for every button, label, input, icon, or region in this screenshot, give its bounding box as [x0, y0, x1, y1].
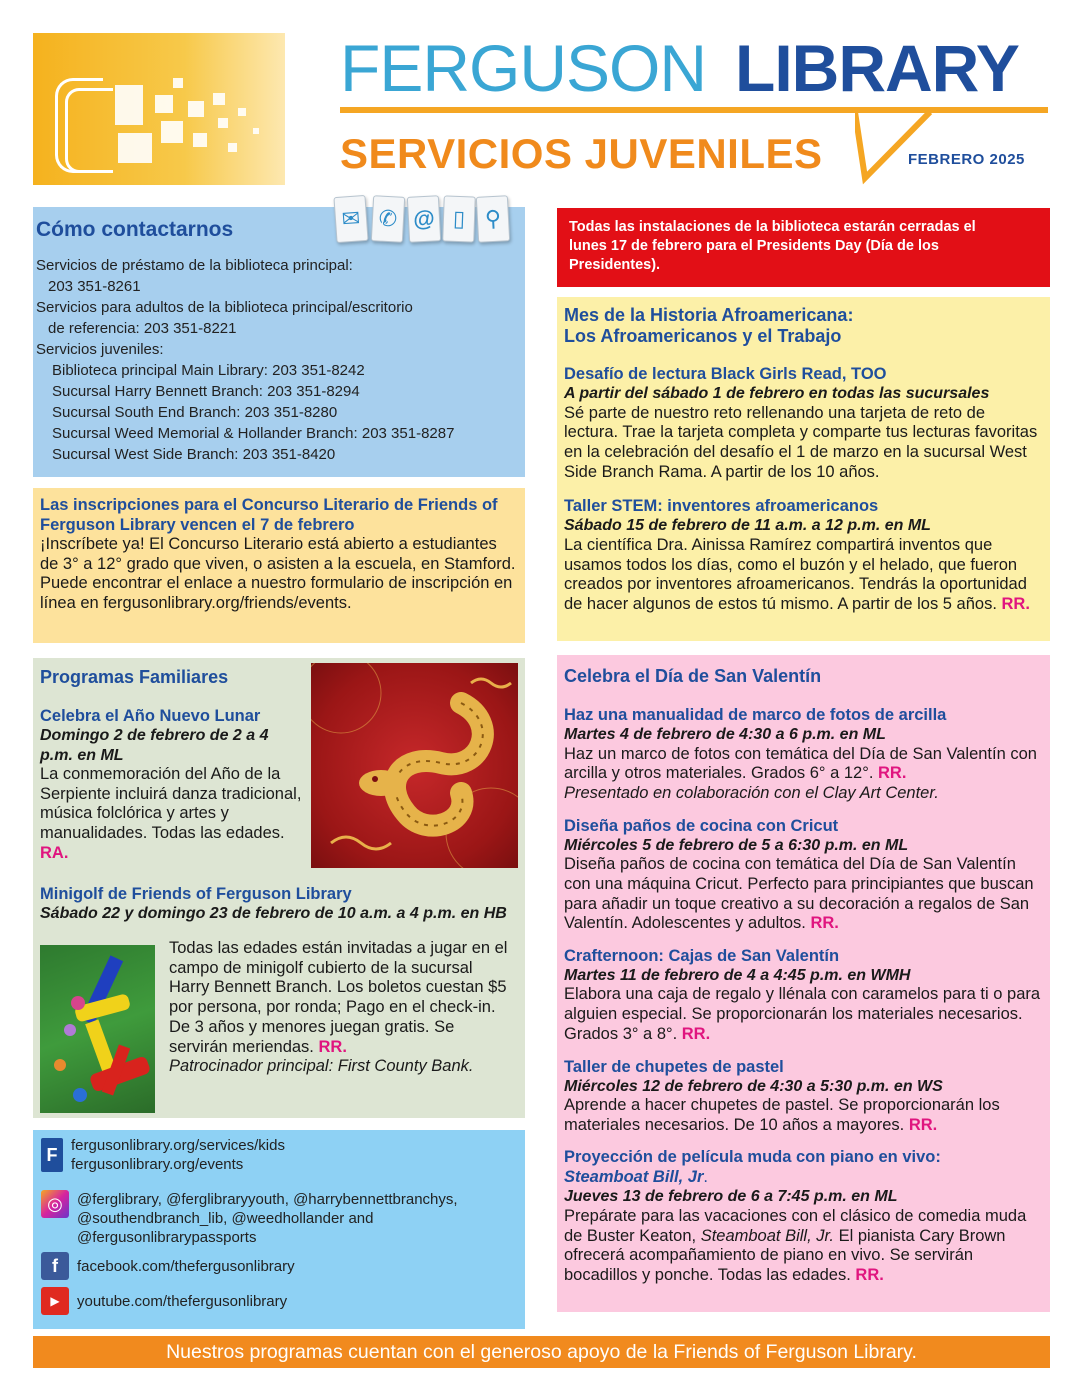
instagram-handle-line[interactable]: @ferglibrary, @ferglibraryyouth, @harrybennettbranchys, — [77, 1191, 458, 1208]
event-body-wrap — [169, 939, 509, 1057]
contact-heading: Cómo contactarnos — [36, 218, 234, 241]
library-title-library: LIBRARY — [735, 31, 1019, 105]
event-when: Sábado 22 y domingo 23 de febrero de 10 a.m. a 4 p.m. en HB — [40, 904, 507, 922]
youtube-row — [41, 1287, 287, 1315]
valentines-box — [557, 655, 1050, 1312]
instagram-icon: ◎ — [41, 1190, 69, 1218]
event-title: Diseña paños de cocina con Cricut — [564, 816, 839, 835]
web-links — [71, 1136, 285, 1174]
instagram-row — [41, 1190, 458, 1247]
minigolf-details — [169, 939, 509, 1077]
library-f-icon: F — [41, 1138, 63, 1172]
contact-line: 203 351-8261 — [48, 278, 141, 295]
instagram-handle-line[interactable]: @southendbranch_lib, @weedhollander and — [77, 1210, 374, 1227]
literary-contest-box — [33, 488, 525, 643]
event-title: Desafío de lectura Black Girls Read, TOO — [564, 365, 887, 383]
event-title: Taller de chupetes de pastel — [564, 1057, 784, 1076]
event-body: La conmemoración del Año de la Serpiente incluirá danza tradicional, música folclórica y artes y manualidades. Todas las edades. — [40, 765, 302, 843]
contact-line: Sucursal Harry Bennett Branch: 203 351-8294 — [52, 383, 360, 400]
event-body-wrap — [564, 1207, 1043, 1286]
contact-line: Sucursal South End Branch: 203 351-8280 — [52, 404, 338, 421]
newsletter-subtitle: SERVICIOS JUVENILES — [340, 130, 823, 177]
event-title: Minigolf de Friends of Ferguson Library — [40, 884, 352, 903]
location-pin-icon: ⚲ — [476, 195, 510, 243]
contact-line: Servicios juveniles: — [36, 341, 164, 358]
event-when: Martes 11 de febrero de 4 a 4:45 p.m. en WMH — [564, 966, 911, 984]
event-body: Elabora una caja de regalo y llénala con caramelos para ti o para alguien especial. Se proporcionarán los materiales necesarios. Grados 3° a 8°. — [564, 985, 1041, 1043]
bhm-heading — [564, 305, 1043, 347]
bhm-heading-line: Mes de la Historia Afroamericana: — [564, 305, 854, 325]
event-body-italic: Steamboat Bill, Jr. — [700, 1226, 834, 1245]
event-body-wrap — [564, 745, 1043, 784]
event-note: Presentado en colaboración con el Clay Art Center. — [564, 783, 939, 802]
event-title: Crafternoon: Cajas de San Valentín — [564, 946, 840, 965]
event-title: Taller STEM: inventores afroamericanos — [564, 497, 879, 516]
event-body-wrap — [564, 536, 1043, 615]
minigolf-image — [40, 945, 155, 1113]
lunar-new-year-snake-image — [311, 663, 518, 868]
event-body: Todas las edades están invitadas a jugar en el campo de minigolf cubierto de la sucursal Harry Bennett Branch. Los boletos cuestan $5 por persona, por ronda; Pago en el check-in. De 3 años y menores juegan gratis. Se servirán meriendas. — [169, 939, 508, 1056]
event-body-wrap — [40, 765, 305, 864]
facebook-icon: f — [41, 1252, 69, 1280]
registration-tag: RR. — [318, 1037, 347, 1056]
closure-text: Todas las instalaciones de la biblioteca estarán cerradas el lunes 17 de febrero para el Presidents Day (Día de los Presidentes). — [569, 219, 976, 273]
contact-line: Servicios para adultos de la biblioteca principal/escritorio — [36, 299, 413, 316]
event-body: Prepárate para las vacaciones con el clásico de comedia muda de Buster Keaton, — [564, 1206, 1027, 1245]
envelope-icon: ✉ — [333, 195, 368, 243]
event-when: Martes 4 de febrero de 4:30 a 6 p.m. en ML — [564, 726, 886, 743]
contact-line: Servicios de préstamo de la biblioteca principal: — [36, 257, 353, 274]
youtube-icon: ▶ — [41, 1287, 69, 1315]
event-title: Haz una manualidad de marco de fotos de arcilla — [564, 706, 947, 724]
social-links-box — [33, 1130, 525, 1329]
black-history-month-box — [557, 297, 1050, 641]
instagram-handles — [77, 1190, 458, 1247]
family-heading: Programas Familiares — [40, 667, 229, 687]
closure-notice — [557, 208, 1050, 287]
event-title: Proyección de película muda con piano en vivo: — [564, 1148, 941, 1167]
event-when: Jueves 13 de febrero de 6 a 7:45 p.m. en ML — [564, 1188, 898, 1206]
book-shape — [65, 88, 113, 173]
event-title-italic: Steamboat Bill, Jr — [564, 1168, 704, 1187]
facebook-row — [41, 1252, 295, 1280]
event-when: Miércoles 12 de febrero de 4:30 a 5:30 p.m. en WS — [564, 1077, 943, 1095]
event-body: Sé parte de nuestro reto rellenando una tarjeta de reto de lectura. Trae la tarjeta completa y comparte tus lecturas favoritas en la celebración del desafío el 1 de marzo en la sucursal West Side Branch Rama. A partir de los 10 años. — [564, 403, 1038, 481]
at-icon: @ — [407, 195, 441, 243]
event-body: Diseña paños de cocina con temática del Día de San Valentín con una máquina Cricut. Perfecto para principiantes que buscan para añadir un toque creativo a su decoración a regalos de San Valentín. Adolescentes y adultos. — [564, 855, 1034, 933]
event-when: Sábado 15 de febrero de 11 a.m. a 12 p.m. en ML — [564, 517, 931, 535]
newsletter-date: FEBRERO 2025 — [908, 151, 1025, 168]
event-when: A partir del sábado 1 de febrero en todas las sucursales — [564, 385, 990, 402]
mobile-icon: ▯ — [442, 195, 476, 242]
registration-tag: RR. — [855, 1266, 884, 1285]
contact-line: Biblioteca principal Main Library: 203 351-8242 — [52, 362, 365, 379]
contact-line: de referencia: 203 351-8221 — [48, 320, 237, 337]
youtube-link[interactable]: youtube.com/thefergusonlibrary — [77, 1293, 288, 1310]
event-when: Miércoles 5 de febrero de 5 a 6:30 p.m. en ML — [564, 836, 909, 854]
event-body: Aprende a hacer chupetes de pastel. Se proporcionarán los materiales necesarios. De 10 años a mayores. — [564, 1096, 1000, 1134]
contact-lines — [36, 255, 522, 465]
phone-icon: ✆ — [371, 195, 405, 243]
library-logo — [33, 33, 285, 185]
registration-tag: RR. — [810, 914, 839, 933]
event-body-wrap — [564, 985, 1043, 1044]
event-title-wrap — [564, 1147, 1043, 1187]
event-body-wrap — [564, 1096, 1043, 1135]
event-title: Celebra el Año Nuevo Lunar — [40, 707, 261, 725]
event-sponsor: Patrocinador principal: First County Bank. — [169, 1057, 474, 1076]
registration-tag: RR. — [878, 764, 907, 783]
library-title-ferguson: FERGUSON — [340, 31, 707, 105]
instagram-handle-line[interactable]: @fergusonlibrarypassports — [77, 1229, 257, 1246]
event-body: El pianista Cary Brown ofrecerá acompañamiento de piano en vivo. Se servirán bocadillos y ponche. Todas las edades. — [564, 1226, 1006, 1285]
contest-body: ¡Inscríbete ya! El Concurso Literario está abierto a estudiantes de 3° a 12° grado que viven, o asisten a la escuela, en Stamford. Puede encontrar el enlace a nuestro formulario de inscripción en línea en fergusonlibrary.org/friends/events. — [40, 535, 516, 612]
registration-tag: RR. — [681, 1024, 711, 1043]
event-title-end: . — [703, 1168, 708, 1187]
facebook-link[interactable]: facebook.com/thefergusonlibrary — [77, 1258, 295, 1275]
contact-icons — [333, 196, 513, 246]
event-body-wrap — [564, 855, 1043, 934]
event-when: Domingo 2 de febrero de 2 a 4 p.m. en ML — [40, 727, 269, 764]
contact-line: Sucursal Weed Memorial & Hollander Branch: 203 351-8287 — [52, 425, 455, 442]
family-programs-box — [33, 658, 525, 1118]
registration-tag: RR. — [1001, 594, 1030, 613]
footer-banner: Nuestros programas cuentan con el generoso apoyo de la Friends of Ferguson Library. — [33, 1336, 1050, 1368]
valentine-heading: Celebra el Día de San Valentín — [564, 666, 822, 686]
event-body: La científica Dra. Ainissa Ramírez compartirá inventos que usamos todos los días, como el buzón y el helado, que fueron creados por inventores afroamericanos. Tendrás la oportunidad de hacer algunos de estos tú mismo. A partir de los 5 años. — [564, 535, 1027, 613]
registration-tag: RA. — [40, 843, 69, 862]
web-link[interactable]: fergusonlibrary.org/services/kids — [71, 1137, 285, 1154]
contact-box — [33, 207, 525, 477]
registration-tag: RR. — [908, 1115, 938, 1134]
bhm-heading-line: Los Afroamericanos y el Trabajo — [564, 326, 842, 346]
contact-line: Sucursal West Side Branch: 203 351-8420 — [52, 446, 336, 463]
contest-heading: Las inscripciones para el Concurso Literario de Friends of Ferguson Library vencen el 7 de febrero — [40, 496, 498, 534]
web-link[interactable]: fergusonlibrary.org/events — [71, 1156, 244, 1173]
web-links-row — [41, 1136, 285, 1174]
event-body: Haz un marco de fotos con temática del Día de San Valentín con arcilla y otros materiales. Grados 6° a 12°. — [564, 744, 1037, 783]
